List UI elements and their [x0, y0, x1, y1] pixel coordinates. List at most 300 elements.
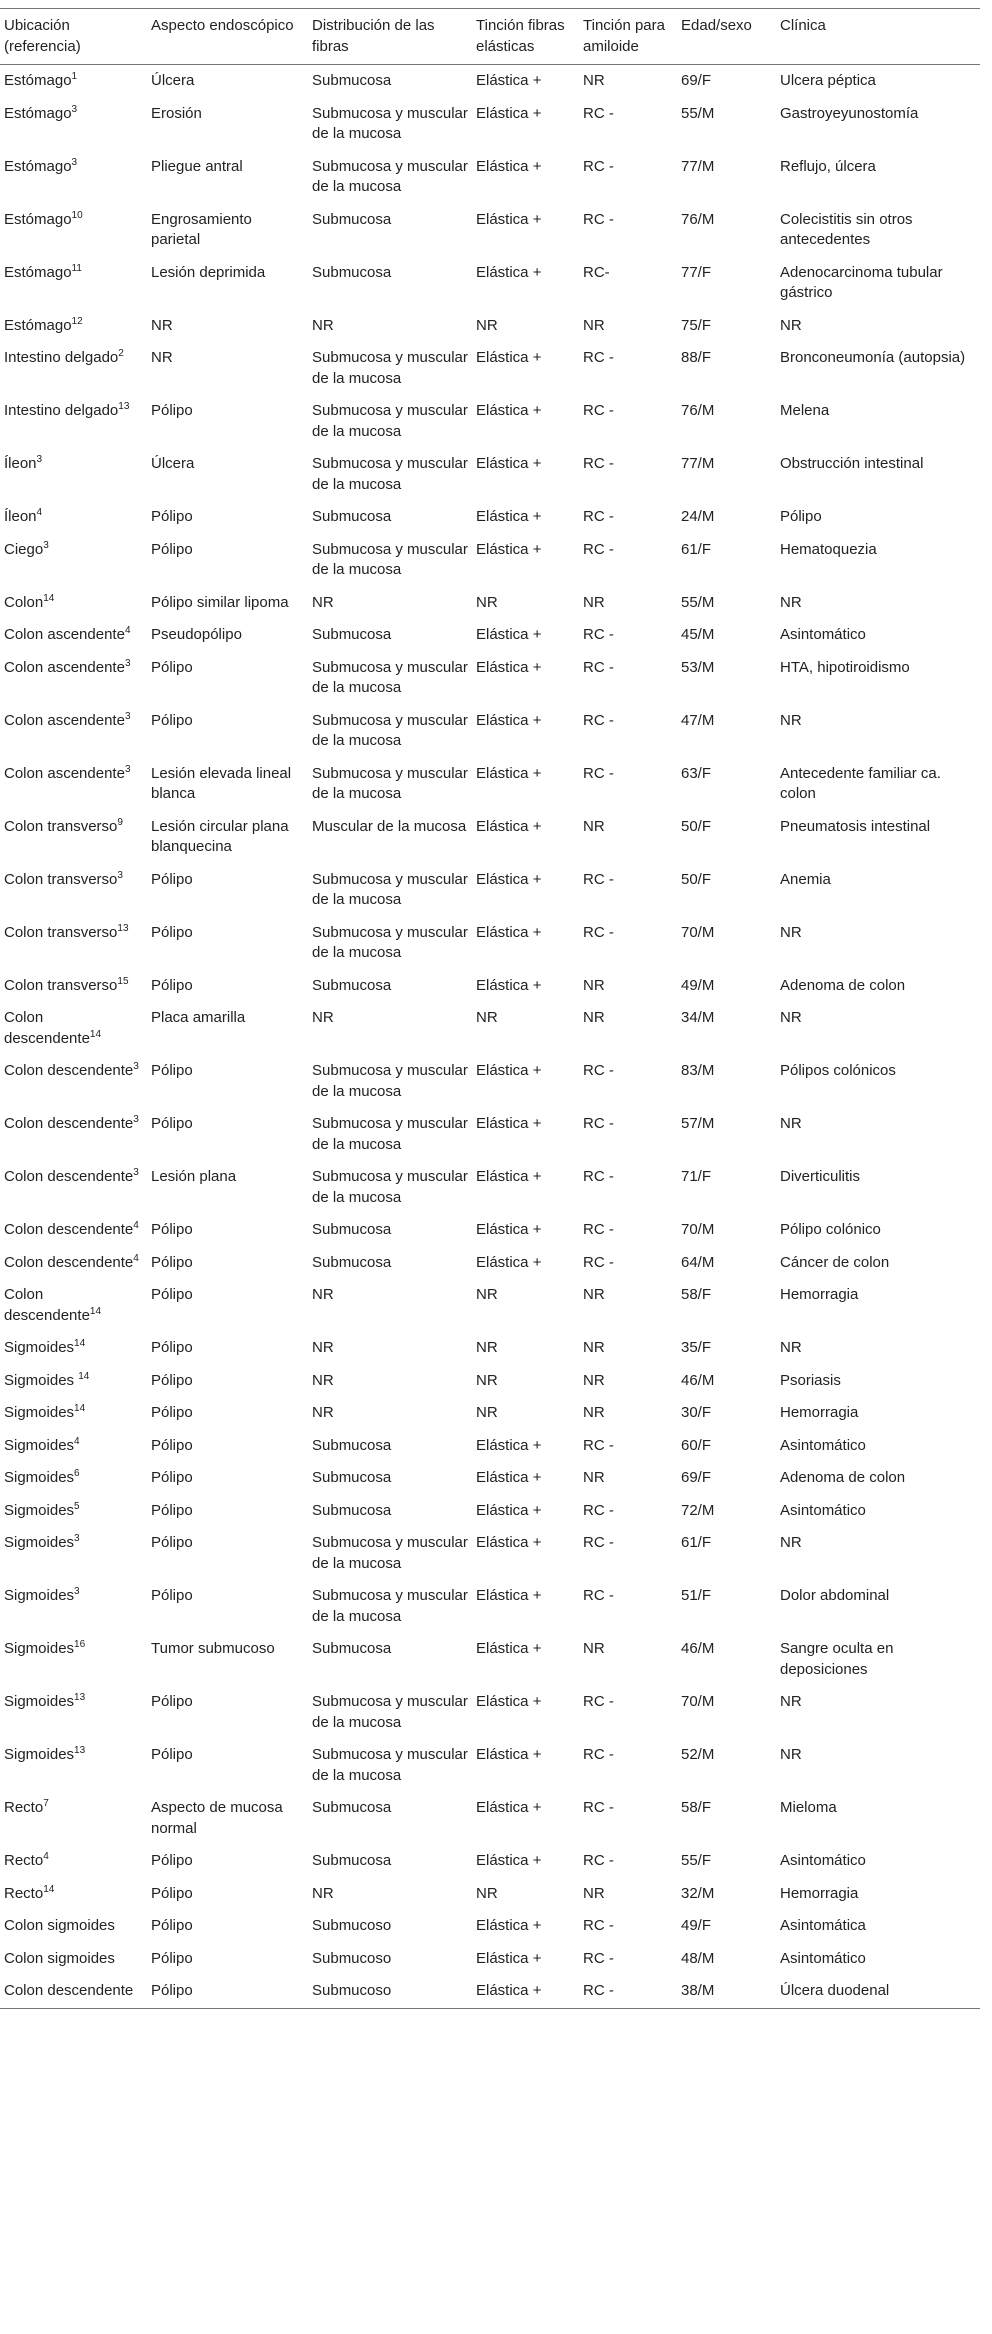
cell-tincion-amiloide: RC -	[583, 1746, 614, 1763]
table-row	[0, 342, 980, 395]
cell-edad-sexo: 70/M	[681, 923, 715, 941]
cell-clinica: Pólipos colónicos	[780, 1062, 896, 1079]
cell-distribucion: Submucosa	[312, 72, 392, 89]
cell-ubicacion	[0, 395, 147, 448]
reference-superscript: 3	[71, 103, 78, 115]
cell-tincion-amiloide: RC -	[583, 540, 614, 558]
reference-superscript: 11	[71, 262, 82, 274]
cell-ubicacion	[0, 98, 147, 151]
table-row	[0, 501, 980, 534]
cell-clinica: Hematoquezia	[780, 540, 877, 558]
cell-edad-sexo: 64/M	[681, 1253, 715, 1271]
location-text: Colon transverso	[4, 923, 118, 941]
reference-superscript: 3	[71, 156, 78, 168]
table-row	[0, 448, 980, 501]
cell-ubicacion	[0, 1943, 147, 1976]
cell-edad-sexo: 24/M	[681, 508, 715, 525]
cell-ubicacion	[0, 1580, 147, 1633]
table-row	[0, 705, 980, 758]
cell-clinica: Adenocarcinoma tubular gástrico	[780, 263, 943, 301]
cell-aspecto: Pólipo	[147, 1975, 308, 2008]
reference-superscript: 9	[117, 816, 123, 828]
cell-tincion-amiloide: RC -	[583, 1062, 614, 1079]
cell-aspecto: Lesión elevada lineal blanca	[151, 764, 292, 802]
table-row	[0, 811, 980, 864]
cell-tincion-amiloide: RC -	[583, 923, 614, 941]
cell-aspecto: Pliegue antral	[151, 157, 243, 175]
cell-clinica: Asintomático	[780, 1852, 866, 1869]
cell-tincion-amiloide: RC -	[583, 1949, 614, 1967]
location-text: Estómago	[4, 263, 72, 281]
cell-clinica: Ulcera péptica	[780, 72, 876, 89]
cell-distribucion: Submucosa y muscular de la mucosa	[312, 711, 468, 749]
cell-distribucion: NR	[312, 1371, 334, 1389]
cell-edad-sexo: 48/M	[681, 1949, 715, 1967]
cell-aspecto: Pólipo	[151, 1436, 193, 1454]
reference-superscript: 3	[43, 539, 49, 551]
reference-superscript: 4	[133, 1220, 139, 1231]
reference-superscript: 3	[36, 454, 43, 465]
cell-distribucion: Submucosa y muscular de la mucosa	[312, 349, 468, 387]
table-row	[0, 1108, 980, 1161]
cell-aspecto: Pólipo	[151, 1917, 193, 1934]
cell-clinica: NR	[780, 1693, 802, 1710]
table-row	[0, 587, 980, 620]
location-text: Sigmoides	[4, 1339, 75, 1356]
cell-clinica: Cáncer de colon	[780, 1253, 890, 1271]
cell-distribucion: Submucosa y muscular de la mucosa	[312, 1062, 468, 1100]
cell-tincion-elasticas: Elástica +	[476, 976, 542, 994]
table-row	[0, 65, 980, 98]
cell-edad-sexo: 47/M	[681, 711, 715, 729]
cell-tincion-amiloide: RC -	[583, 1115, 614, 1132]
cell-edad-sexo: 55/M	[681, 104, 715, 122]
cell-distribucion: Submucoso	[312, 1917, 392, 1934]
location-text: Colon transverso	[4, 870, 118, 888]
cell-tincion-elasticas: NR	[476, 1884, 498, 1902]
cell-tincion-elasticas: Elástica +	[476, 455, 542, 472]
table-row	[0, 619, 980, 652]
reference-superscript: 13	[74, 1692, 86, 1703]
cell-clinica: Antecedente familiar ca. colon	[780, 764, 941, 802]
reference-superscript: 3	[74, 1586, 80, 1597]
table-row	[0, 1792, 980, 1845]
cell-edad-sexo: 77/F	[681, 263, 712, 281]
cell-edad-sexo: 77/M	[681, 157, 715, 175]
cell-tincion-amiloide: NR	[583, 1884, 605, 1902]
location-text: Intestino delgado	[4, 349, 119, 366]
cell-distribucion: NR	[312, 1009, 334, 1026]
cell-ubicacion	[0, 1633, 147, 1686]
reference-superscript: 3	[133, 1061, 139, 1072]
cell-aspecto: Pólipo	[151, 508, 193, 525]
cell-distribucion: Submucosa	[312, 508, 392, 525]
cell-tincion-elasticas: Elástica +	[476, 626, 542, 643]
reference-superscript: 3	[117, 869, 123, 881]
cell-aspecto: Lesión plana	[151, 1168, 237, 1185]
cell-ubicacion	[0, 917, 147, 970]
cell-ubicacion	[0, 1214, 147, 1247]
header-tincion-amiloide: Tinción para amiloide	[579, 9, 677, 65]
cell-tincion-amiloide: RC -	[583, 658, 614, 676]
table-row	[0, 864, 980, 917]
cell-edad-sexo: 83/M	[681, 1062, 715, 1079]
table-row	[0, 1161, 980, 1214]
reference-superscript: 3	[124, 710, 131, 722]
cell-tincion-amiloide: RC -	[583, 455, 614, 472]
cell-clinica: Pólipo colónico	[780, 1221, 881, 1238]
cell-tincion-elasticas: Elástica +	[476, 711, 542, 729]
cell-edad-sexo: 71/F	[681, 1168, 712, 1185]
header-ubicacion: Ubicación (referencia)	[0, 9, 147, 65]
location-text: Colon descendente	[4, 1982, 134, 1999]
location-text: Colon ascendente	[4, 711, 125, 729]
cell-tincion-elasticas: NR	[476, 1371, 498, 1389]
cell-ubicacion	[0, 501, 147, 534]
cell-aspecto: Pólipo	[151, 976, 193, 994]
cell-clinica: Colecistitis sin otros antecedentes	[780, 210, 913, 248]
cell-ubicacion	[0, 1739, 147, 1792]
cell-ubicacion	[0, 1002, 147, 1055]
cell-clinica: Asintomática	[780, 1917, 866, 1934]
cell-clinica: Dolor abdominal	[780, 1587, 890, 1604]
cell-aspecto: Pólipo	[151, 1501, 193, 1519]
cell-clinica: HTA, hipotiroidismo	[780, 658, 910, 676]
header-tincion-elasticas: Tinción fibras elásticas	[472, 9, 579, 65]
cell-tincion-elasticas: Elástica +	[476, 1640, 542, 1657]
table-row	[0, 1910, 980, 1943]
cell-tincion-amiloide: RC -	[583, 1917, 614, 1934]
location-text: Colon descendente	[4, 1168, 134, 1185]
cell-tincion-amiloide: NR	[583, 817, 605, 835]
cell-aspecto: NR	[151, 316, 173, 334]
cell-distribucion: Submucosa y muscular de la mucosa	[312, 540, 468, 578]
cell-tincion-elasticas: Elástica +	[476, 1746, 542, 1763]
table-row	[0, 1527, 980, 1580]
reference-superscript: 3	[133, 1167, 139, 1178]
cell-aspecto: Pólipo	[151, 1949, 193, 1967]
location-text: Intestino delgado	[4, 402, 119, 419]
cell-distribucion: Submucosa y muscular de la mucosa	[312, 157, 468, 195]
cell-tincion-amiloide: RC -	[583, 210, 614, 228]
cell-clinica: Obstrucción intestinal	[780, 455, 924, 472]
table-row	[0, 310, 980, 343]
cell-tincion-amiloide: RC-	[583, 263, 610, 281]
cell-tincion-elasticas: NR	[476, 1009, 498, 1026]
table-row	[0, 758, 980, 811]
cell-edad-sexo: 76/M	[681, 402, 715, 419]
cell-edad-sexo: 30/F	[681, 1404, 712, 1421]
cell-edad-sexo: 70/M	[681, 1221, 715, 1238]
cell-tincion-amiloide: RC -	[583, 1436, 614, 1454]
cell-clinica: Adenoma de colon	[780, 1469, 906, 1486]
location-text: Colon transverso	[4, 817, 118, 835]
cell-clinica: Reflujo, úlcera	[780, 157, 876, 175]
table-row	[0, 917, 980, 970]
cell-aspecto: Pólipo	[151, 658, 193, 676]
cell-aspecto: Pseudopólipo	[151, 626, 242, 643]
cell-distribucion: Submucoso	[308, 1975, 472, 2008]
table-row	[0, 257, 980, 310]
cell-ubicacion	[0, 1108, 147, 1161]
cell-ubicacion	[0, 1161, 147, 1214]
cell-tincion-elasticas: Elástica +	[476, 1917, 542, 1934]
cell-clinica: NR	[780, 1339, 802, 1356]
cell-clinica: Gastroyeyunostomía	[780, 104, 919, 122]
cell-distribucion: Submucosa y muscular de la mucosa	[312, 1587, 468, 1625]
cell-aspecto: Pólipo	[151, 1371, 193, 1389]
cell-edad-sexo: 49/M	[681, 976, 715, 994]
cell-tincion-amiloide: NR	[583, 1009, 605, 1026]
cell-ubicacion	[0, 534, 147, 587]
table-row	[0, 1943, 980, 1976]
cell-clinica: NR	[780, 1746, 802, 1763]
cell-edad-sexo: 60/F	[681, 1436, 712, 1454]
cell-clinica: Hemorragia	[780, 1404, 859, 1421]
cell-distribucion: NR	[312, 1404, 334, 1421]
cell-tincion-amiloide: NR	[583, 593, 605, 611]
cell-ubicacion	[0, 1845, 147, 1878]
table-row	[0, 1397, 980, 1430]
cell-tincion-amiloide: NR	[583, 1404, 605, 1421]
cell-aspecto: Pólipo	[151, 1693, 193, 1710]
table-row	[0, 1279, 980, 1332]
location-text: Colon ascendente	[4, 658, 125, 676]
cell-tincion-amiloide: NR	[583, 1640, 605, 1657]
cell-tincion-amiloide: RC -	[583, 1693, 614, 1710]
location-text: Colon descendente	[4, 1221, 134, 1238]
reference-superscript: 5	[74, 1500, 80, 1512]
cell-aspecto: Pólipo	[151, 1339, 193, 1356]
reference-superscript: 14	[89, 1305, 102, 1317]
cell-tincion-elasticas: Elástica +	[476, 349, 542, 366]
cell-tincion-elasticas: Elástica +	[476, 1253, 542, 1271]
location-text: Colon descendente	[4, 1009, 90, 1047]
table-row	[0, 395, 980, 448]
reference-superscript: 14	[89, 1028, 102, 1040]
location-text: Estómago	[4, 316, 72, 334]
location-text: Colon ascendente	[4, 626, 125, 643]
table-row	[0, 1686, 980, 1739]
cell-aspecto: Engrosamiento parietal	[151, 210, 252, 248]
cell-tincion-elasticas: Elástica +	[476, 157, 542, 175]
cell-edad-sexo: 69/F	[681, 1469, 712, 1486]
reference-superscript: 15	[117, 975, 129, 987]
cell-distribucion: Submucosa	[312, 1501, 392, 1519]
table-row	[0, 1430, 980, 1463]
cell-tincion-elasticas: Elástica +	[476, 1501, 542, 1519]
cell-edad-sexo: 50/F	[681, 870, 712, 888]
location-text: Colon sigmoides	[4, 1949, 115, 1967]
cell-distribucion: Submucosa y muscular de la mucosa	[312, 455, 468, 493]
reference-superscript: 16	[74, 1639, 86, 1650]
cell-edad-sexo: 63/F	[681, 764, 712, 782]
location-text: Colon	[4, 593, 44, 611]
cell-aspecto: Pólipo	[151, 1286, 193, 1303]
location-text: Recto	[4, 1884, 44, 1902]
cell-edad-sexo: 55/F	[681, 1852, 712, 1869]
cell-clinica: NR	[780, 1115, 802, 1132]
cell-aspecto: Pólipo	[151, 711, 193, 729]
cell-tincion-elasticas: Elástica +	[476, 508, 542, 525]
cell-tincion-elasticas: Elástica +	[476, 764, 542, 782]
reference-superscript: 3	[74, 1533, 80, 1544]
cell-tincion-elasticas: Elástica +	[476, 1534, 542, 1551]
cell-aspecto: Pólipo	[151, 402, 193, 419]
table-row	[0, 204, 980, 257]
location-text: Sigmoides	[4, 1501, 75, 1519]
cell-tincion-amiloide: NR	[583, 1286, 605, 1303]
table-row	[0, 1332, 980, 1365]
cell-edad-sexo: 52/M	[681, 1746, 715, 1763]
reference-superscript: 14	[43, 592, 55, 604]
table-row	[0, 98, 980, 151]
reference-superscript: 4	[43, 1851, 49, 1862]
cell-tincion-elasticas: NR	[476, 1404, 498, 1421]
location-text: Sigmoides	[4, 1640, 75, 1657]
cell-tincion-elasticas: Elástica +	[476, 870, 542, 888]
cell-tincion-amiloide: RC -	[583, 1852, 614, 1869]
cell-ubicacion	[0, 1495, 147, 1528]
cell-distribucion: Submucosa	[312, 1221, 392, 1238]
cell-ubicacion	[0, 1279, 147, 1332]
cell-ubicacion	[0, 310, 147, 343]
cell-aspecto: Pólipo	[151, 1534, 193, 1551]
table-row	[0, 1739, 980, 1792]
table-header	[0, 9, 980, 65]
cell-ubicacion	[0, 1878, 147, 1911]
cell-tincion-amiloide: RC -	[583, 1587, 614, 1604]
cell-ubicacion	[0, 811, 147, 864]
cell-tincion-amiloide: RC -	[583, 1221, 614, 1238]
cell-ubicacion	[0, 1910, 147, 1943]
cell-tincion-elasticas: Elástica +	[476, 1587, 542, 1604]
cell-aspecto: Pólipo	[151, 1469, 193, 1486]
cell-tincion-amiloide: NR	[583, 316, 605, 334]
location-text: Ciego	[4, 540, 44, 558]
location-text: Íleon	[4, 508, 37, 525]
cell-edad-sexo: 55/M	[681, 593, 715, 611]
cell-tincion-amiloide: RC -	[579, 1975, 677, 2008]
location-text: Colon transverso	[4, 976, 118, 994]
cell-tincion-elasticas: Elástica +	[476, 402, 542, 419]
cell-clinica: Asintomático	[780, 626, 866, 643]
location-text: Colon descendente	[4, 1115, 134, 1132]
table-row	[0, 1495, 980, 1528]
cell-edad-sexo: 38/M	[677, 1975, 776, 2008]
reference-superscript: 4	[133, 1252, 139, 1264]
cell-aspecto: Pólipo	[151, 923, 193, 941]
cell-distribucion: Submucosa y muscular de la mucosa	[312, 402, 468, 440]
cell-tincion-elasticas: Elástica +	[476, 817, 542, 835]
cell-edad-sexo: 53/M	[681, 658, 715, 676]
location-text: Estómago	[4, 72, 72, 89]
cell-tincion-elasticas: Elástica +	[476, 1852, 542, 1869]
reference-superscript: 3	[124, 657, 131, 669]
location-text: Sigmoides	[4, 1693, 75, 1710]
reference-superscript: 14	[43, 1883, 55, 1895]
cell-distribucion: NR	[312, 593, 334, 611]
cell-ubicacion	[0, 1247, 147, 1280]
reference-superscript: 4	[36, 507, 43, 518]
cell-distribucion: Submucosa	[312, 263, 392, 281]
cell-aspecto: Úlcera	[151, 72, 195, 89]
header-distribucion: Distribución de las fibras	[308, 9, 472, 65]
cell-tincion-amiloide: NR	[583, 1339, 605, 1356]
cell-aspecto: Pólipo	[151, 1884, 193, 1902]
cell-edad-sexo: 45/M	[681, 626, 715, 643]
cell-tincion-elasticas: Elástica +	[472, 1975, 579, 2008]
cell-clinica: NR	[780, 316, 802, 334]
cell-ubicacion	[0, 342, 147, 395]
cell-edad-sexo: 57/M	[681, 1115, 715, 1132]
cell-tincion-elasticas: Elástica +	[476, 923, 542, 941]
cell-tincion-amiloide: RC -	[583, 402, 614, 419]
cell-ubicacion	[0, 587, 147, 620]
cell-ubicacion	[0, 1397, 147, 1430]
header-aspecto: Aspecto endoscópico	[147, 9, 308, 65]
cell-distribucion: Submucosa y muscular de la mucosa	[312, 1168, 468, 1206]
location-text: Sigmoides	[4, 1436, 75, 1454]
cell-aspecto: Pólipo	[151, 1115, 193, 1132]
cell-tincion-amiloide: RC -	[583, 626, 614, 643]
cell-edad-sexo: 58/F	[681, 1286, 712, 1303]
cell-clinica: Sangre oculta en deposiciones	[780, 1640, 894, 1678]
cell-tincion-amiloide: RC -	[583, 711, 614, 729]
table-row	[0, 1878, 980, 1911]
cell-tincion-elasticas: Elástica +	[476, 1062, 542, 1079]
cell-aspecto: Pólipo	[151, 1062, 193, 1079]
cell-ubicacion	[0, 758, 147, 811]
cell-edad-sexo: 46/M	[681, 1640, 715, 1657]
location-text: Estómago	[4, 157, 72, 175]
cell-clinica: NR	[780, 1534, 802, 1551]
cell-edad-sexo: 70/M	[681, 1693, 715, 1710]
location-text: Colon descendente	[4, 1062, 134, 1079]
cell-clinica: Bronconeumonía (autopsia)	[780, 349, 966, 366]
reference-superscript: 14	[78, 1370, 90, 1382]
reference-superscript: 12	[71, 315, 83, 327]
cell-tincion-elasticas: Elástica +	[476, 658, 542, 676]
cell-ubicacion	[0, 970, 147, 1003]
location-text: Estómago	[4, 104, 72, 122]
location-text: Sigmoides	[4, 1746, 75, 1763]
cell-ubicacion	[0, 1365, 147, 1398]
cell-aspecto: Pólipo	[151, 1746, 193, 1763]
cell-clinica: Anemia	[780, 870, 831, 888]
cell-tincion-elasticas: Elástica +	[476, 210, 542, 228]
table-row	[0, 1975, 980, 2008]
location-text: Colon ascendente	[4, 764, 125, 782]
location-text: Estómago	[4, 210, 72, 228]
cell-tincion-elasticas: Elástica +	[476, 1469, 542, 1486]
reference-superscript: 3	[124, 763, 131, 775]
cell-distribucion: Muscular de la mucosa	[312, 817, 467, 835]
cell-tincion-amiloide: NR	[583, 72, 605, 89]
cell-aspecto: Úlcera	[151, 455, 195, 472]
reference-superscript: 2	[118, 348, 124, 359]
cell-clinica: NR	[780, 923, 802, 941]
cell-aspecto: Aspecto de mucosa normal	[151, 1799, 283, 1837]
cell-clinica: Pneumatosis intestinal	[780, 817, 931, 835]
reference-superscript: 4	[124, 625, 131, 636]
cell-aspecto: Tumor submucoso	[151, 1640, 275, 1657]
cell-distribucion: Submucosa y muscular de la mucosa	[312, 104, 468, 142]
cell-clinica: Asintomático	[780, 1501, 866, 1519]
cell-ubicacion	[0, 619, 147, 652]
cell-clinica: Úlcera duodenal	[776, 1975, 980, 2008]
cell-aspecto: Pólipo	[151, 540, 193, 558]
